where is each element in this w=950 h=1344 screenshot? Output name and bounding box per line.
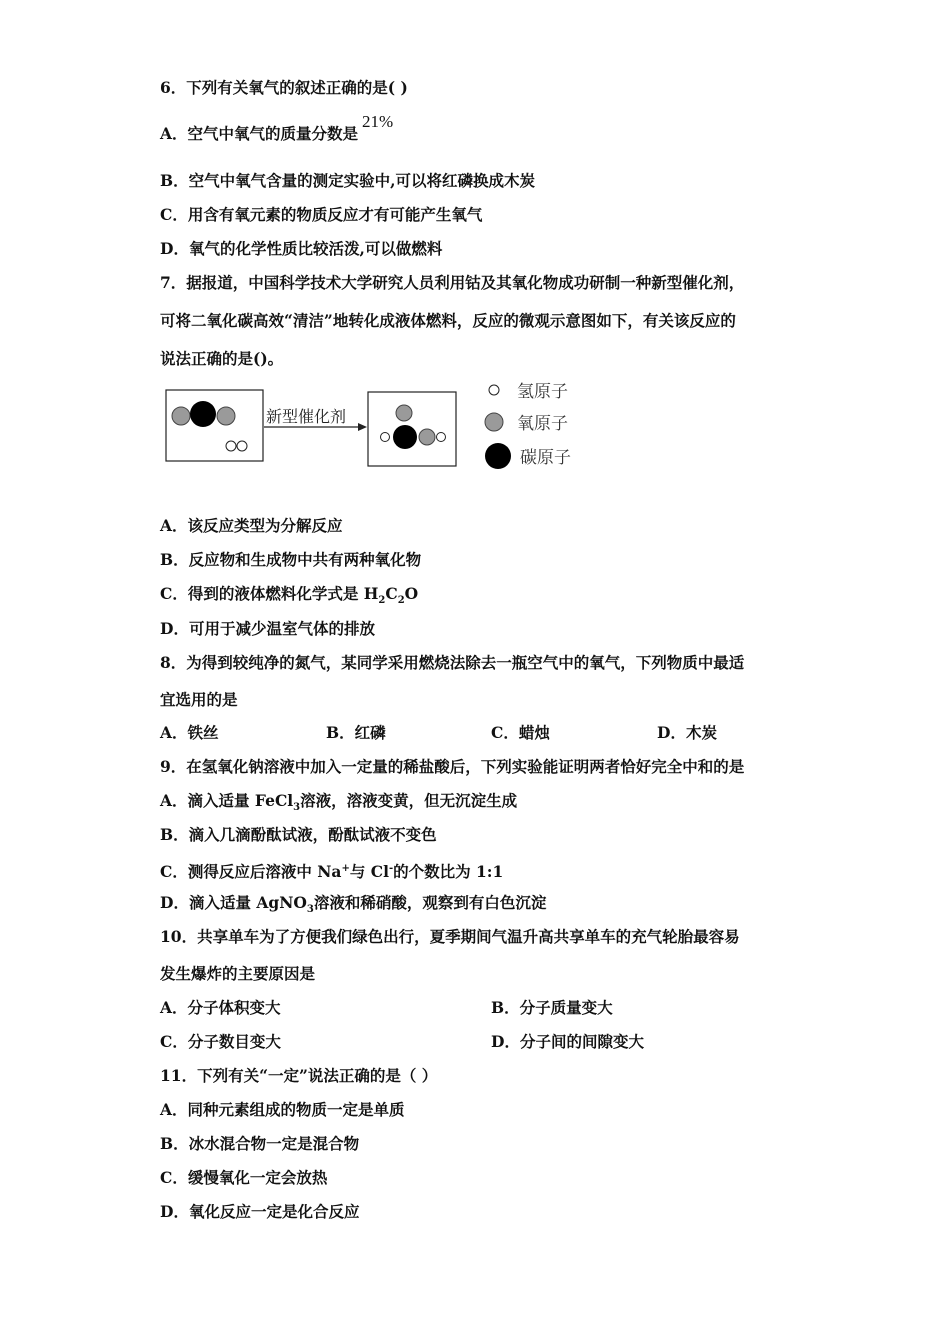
legend-hydrogen-icon: [489, 385, 499, 395]
q11-option-b: B．冰水混合物一定是混合物: [160, 1134, 360, 1153]
q9-option-c: [160, 859, 503, 882]
q7-reaction-diagram: [160, 375, 590, 475]
q7-stem-line1: 7．据报道，中国科学技术大学研究人员利用钴及其氧化物成功研制一种新型催化剂，: [160, 273, 745, 292]
q9-option-d-sub: 3: [306, 904, 314, 916]
q7-stem-line3: 说法正确的是()。: [160, 349, 284, 368]
q7-option-c: [160, 584, 418, 611]
q7-option-d: D．可用于减少温室气体的排放: [160, 619, 375, 638]
q7-option-c-sub2: 2: [397, 595, 405, 607]
q10-option-b: B．分子质量变大: [491, 998, 613, 1017]
q6-option-a: [160, 112, 394, 144]
arrow-head: [358, 423, 367, 431]
q7-option-c-prefix: C．得到的液体燃料化学式是 H: [160, 584, 379, 603]
q7-stem-line2: 可将二氧化碳高效“清洁”地转化成液体燃料，反应的微观示意图如下，有关该反应的: [160, 311, 736, 330]
hydrogen-atom: [237, 441, 247, 451]
q10-option-c: C．分子数目变大: [160, 1032, 281, 1051]
q8-option-d: D．木炭: [657, 723, 717, 742]
q9-option-d: [160, 893, 546, 920]
q9-option-c-sup1: +: [341, 863, 350, 874]
reactant-box: [166, 390, 263, 461]
q9-option-c-prefix: C．测得反应后溶液中 Na: [160, 862, 342, 882]
hydrogen-atom: [226, 441, 236, 451]
catalyst-label: 新型催化剂: [266, 407, 347, 426]
oxygen-atom: [396, 405, 412, 421]
q6-option-d: D．氧气的化学性质比较活泼,可以做燃料: [160, 239, 443, 258]
q9-option-a-sub: 3: [293, 802, 301, 814]
q7-option-c-suffix: O: [404, 584, 419, 603]
oxygen-atom: [217, 407, 235, 425]
q11-option-c: C．缓慢氧化一定会放热: [160, 1168, 328, 1187]
oxygen-atom: [172, 407, 190, 425]
q6-stem: 6．下列有关氧气的叙述正确的是( ): [160, 78, 408, 97]
q9-option-b: B．滴入几滴酚酞试液，酚酞试液不变色: [160, 825, 437, 844]
q9-option-a: [160, 791, 517, 818]
q8-option-b: B．红磷: [326, 723, 386, 742]
q7-option-c-sub1: 2: [378, 595, 386, 607]
carbon-atom: [393, 425, 417, 449]
q10-stem-line2: 发生爆炸的主要原因是: [160, 964, 316, 983]
legend-hydrogen-label: 氢原子: [517, 382, 568, 402]
q6-option-b: B．空气中氧气含量的测定实验中,可以将红磷换成木炭: [160, 171, 535, 190]
legend-carbon-icon: [485, 443, 511, 469]
q6-option-a-value: 21%: [362, 112, 394, 131]
q9-option-d-prefix: D．滴入适量 AgNO: [160, 893, 307, 912]
q7-option-c-mid: C: [385, 584, 398, 603]
q9-option-d-suffix: 溶液和稀硝酸，观察到有白色沉淀: [313, 893, 547, 912]
legend-oxygen-icon: [485, 413, 503, 431]
legend-carbon-label: 碳原子: [520, 448, 571, 468]
q10-option-d: D．分子间的间隙变大: [491, 1032, 644, 1051]
hydrogen-atom: [437, 433, 446, 442]
q6-option-c: C．用含有氧元素的物质反应才有可能产生氧气: [160, 205, 483, 224]
q10-option-a: A．分子体积变大: [160, 998, 281, 1017]
q11-option-a: A．同种元素组成的物质一定是单质: [160, 1100, 405, 1119]
q7-option-b: B．反应物和生成物中共有两种氧化物: [160, 550, 422, 569]
carbon-atom: [190, 401, 216, 427]
q9-option-c-sup2: -: [388, 863, 394, 874]
q9-option-a-prefix: A．滴入适量 FeCl: [160, 791, 294, 810]
legend-oxygen-label: 氧原子: [517, 414, 568, 434]
q9-option-c-suffix: 的个数比为 1:1: [393, 862, 504, 882]
q11-stem: 11．下列有关“一定”说法正确的是（ ）: [160, 1066, 438, 1085]
q9-option-c-mid: 与 Cl: [349, 862, 389, 882]
q9-option-a-suffix: 溶液，溶液变黄，但无沉淀生成: [300, 791, 518, 810]
q8-stem-line2: 宜选用的是: [160, 690, 238, 709]
q8-option-c: C．蜡烛: [491, 723, 550, 742]
hydrogen-atom: [381, 433, 390, 442]
q11-option-d: D．氧化反应一定是化合反应: [160, 1202, 360, 1221]
q7-option-a: A．该反应类型为分解反应: [160, 516, 343, 535]
q8-option-a: A．铁丝: [160, 723, 219, 742]
q6-option-a-text: A．空气中氧气的质量分数是: [160, 124, 359, 143]
oxygen-atom: [419, 429, 435, 445]
q8-stem-line1: 8．为得到较纯净的氮气，某同学采用燃烧法除去一瓶空气中的氧气，下列物质中最适: [160, 653, 745, 672]
q10-stem-line1: 10．共享单车为了方便我们绿色出行，夏季期间气温升高共享单车的充气轮胎最容易: [160, 927, 740, 946]
q9-stem: 9．在氢氧化钠溶液中加入一定量的稀盐酸后，下列实验能证明两者恰好完全中和的是: [160, 757, 745, 776]
